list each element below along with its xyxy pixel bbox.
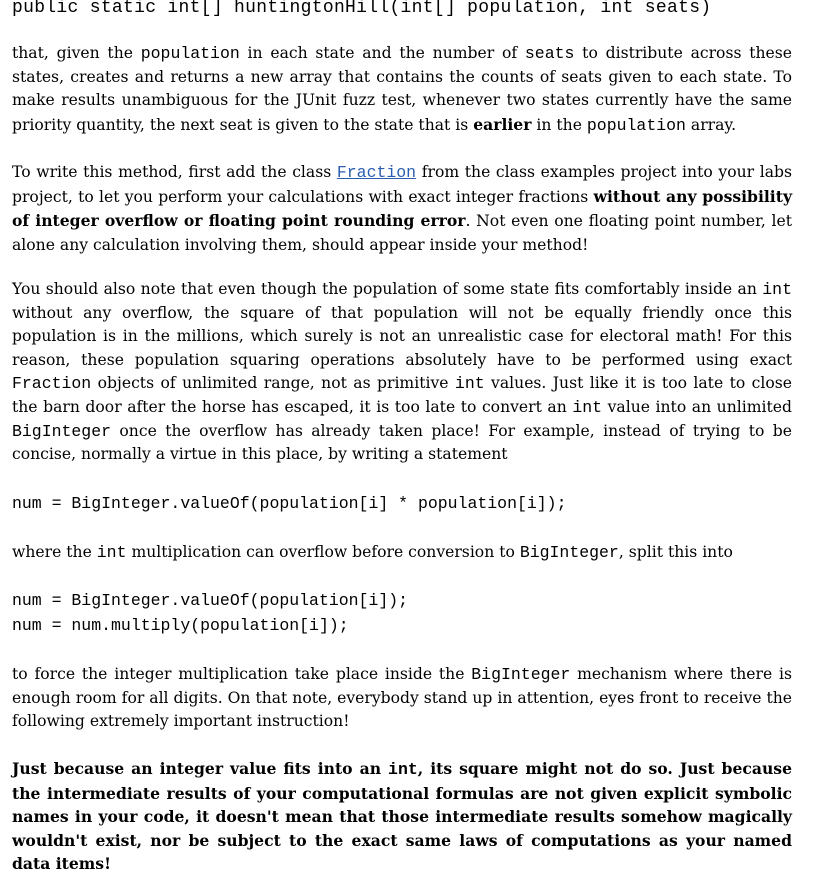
paragraph-force: to force the integer multiplication take place inside the BigInteger mechanism where there is enough room for all digits. On that note, everybody stand up in attention, eyes front to receive the following extremely important instruction! [12, 665, 792, 731]
fraction-link[interactable]: Fraction [336, 163, 417, 182]
paragraph-split: where the int multiplication can overflow before conversion to BigInteger, split this into [12, 543, 733, 562]
paragraph-overflow: You should also note that even though the population of some state fits comfortably inside an int without any overflow, the square of that population will not be equally friendly once this population is in the millions, which surely is not an unrealistic case for electoral math! For this reason, these population squaring operations absolutely have to be performed using exact Fraction objects of unlimited range, not as primitive int values. Just like it is too late to close the barn door after the horse has escaped, it is too late to convert an int value into an unlimited BigInteger once the overflow has already taken place! For example, instead of trying to be concise, normally a virtue in this place, by writing a statement [12, 280, 792, 464]
code-line-1: num = BigInteger.valueOf(population[i]); [12, 591, 409, 610]
code-int-4: int [96, 543, 127, 562]
paragraph-fraction: To write this method, first add the class Fraction from the class examples project into your labs project, to let you perform your calculations with exact integer fractions without any possibility of integer overflow or floating point rounding error. Not even one floating point number, let alone any calculation involving them, should appear inside your method! [12, 163, 792, 254]
code-biginteger-2: BigInteger [519, 543, 619, 562]
code-biginteger-1: BigInteger [12, 421, 112, 441]
code-seats: seats [524, 44, 575, 63]
method-signature: public static int[] huntingtonHill(int[] population, int seats) [12, 0, 712, 18]
code-int-1: int [762, 280, 792, 299]
paragraph-important: Just because an integer value fits into an int, its square might not do so. Just because the intermediate results of your computational formulas are not given explicit symbolic names in your code, it doesn't mean that those intermediate results somehow magically wouldn't exist, nor be subject to the exact same laws of computations as your named data items! [12, 759, 793, 874]
paragraph-description: that, given the population in each state and the number of seats to distribute across these states, creates and returns a new array that contains the counts of seats given to each state. To make results unambiguous for the JUnit fuzz test, whenever two states currently have the same priority quantity, the next seat is given to the state that is earlier in the population array. [12, 44, 792, 135]
code-block-bad: num = BigInteger.valueOf(population[i] * population[i]); [12, 494, 567, 513]
code-int-3: int [572, 397, 603, 417]
code-int-2: int [454, 374, 485, 394]
code-fraction: Fraction [12, 374, 92, 394]
code-int-5: int [388, 760, 418, 779]
code-population: population [140, 44, 240, 63]
code-line-2: num = num.multiply(population[i]); [12, 615, 349, 635]
code-block-good [12, 589, 408, 638]
bold-earlier: earlier [473, 114, 532, 134]
code-population-array: population [586, 115, 686, 135]
code-biginteger-3: BigInteger [471, 665, 571, 684]
bold-no-overflow: without any possibility of integer overflow or floating point rounding error [12, 186, 792, 231]
